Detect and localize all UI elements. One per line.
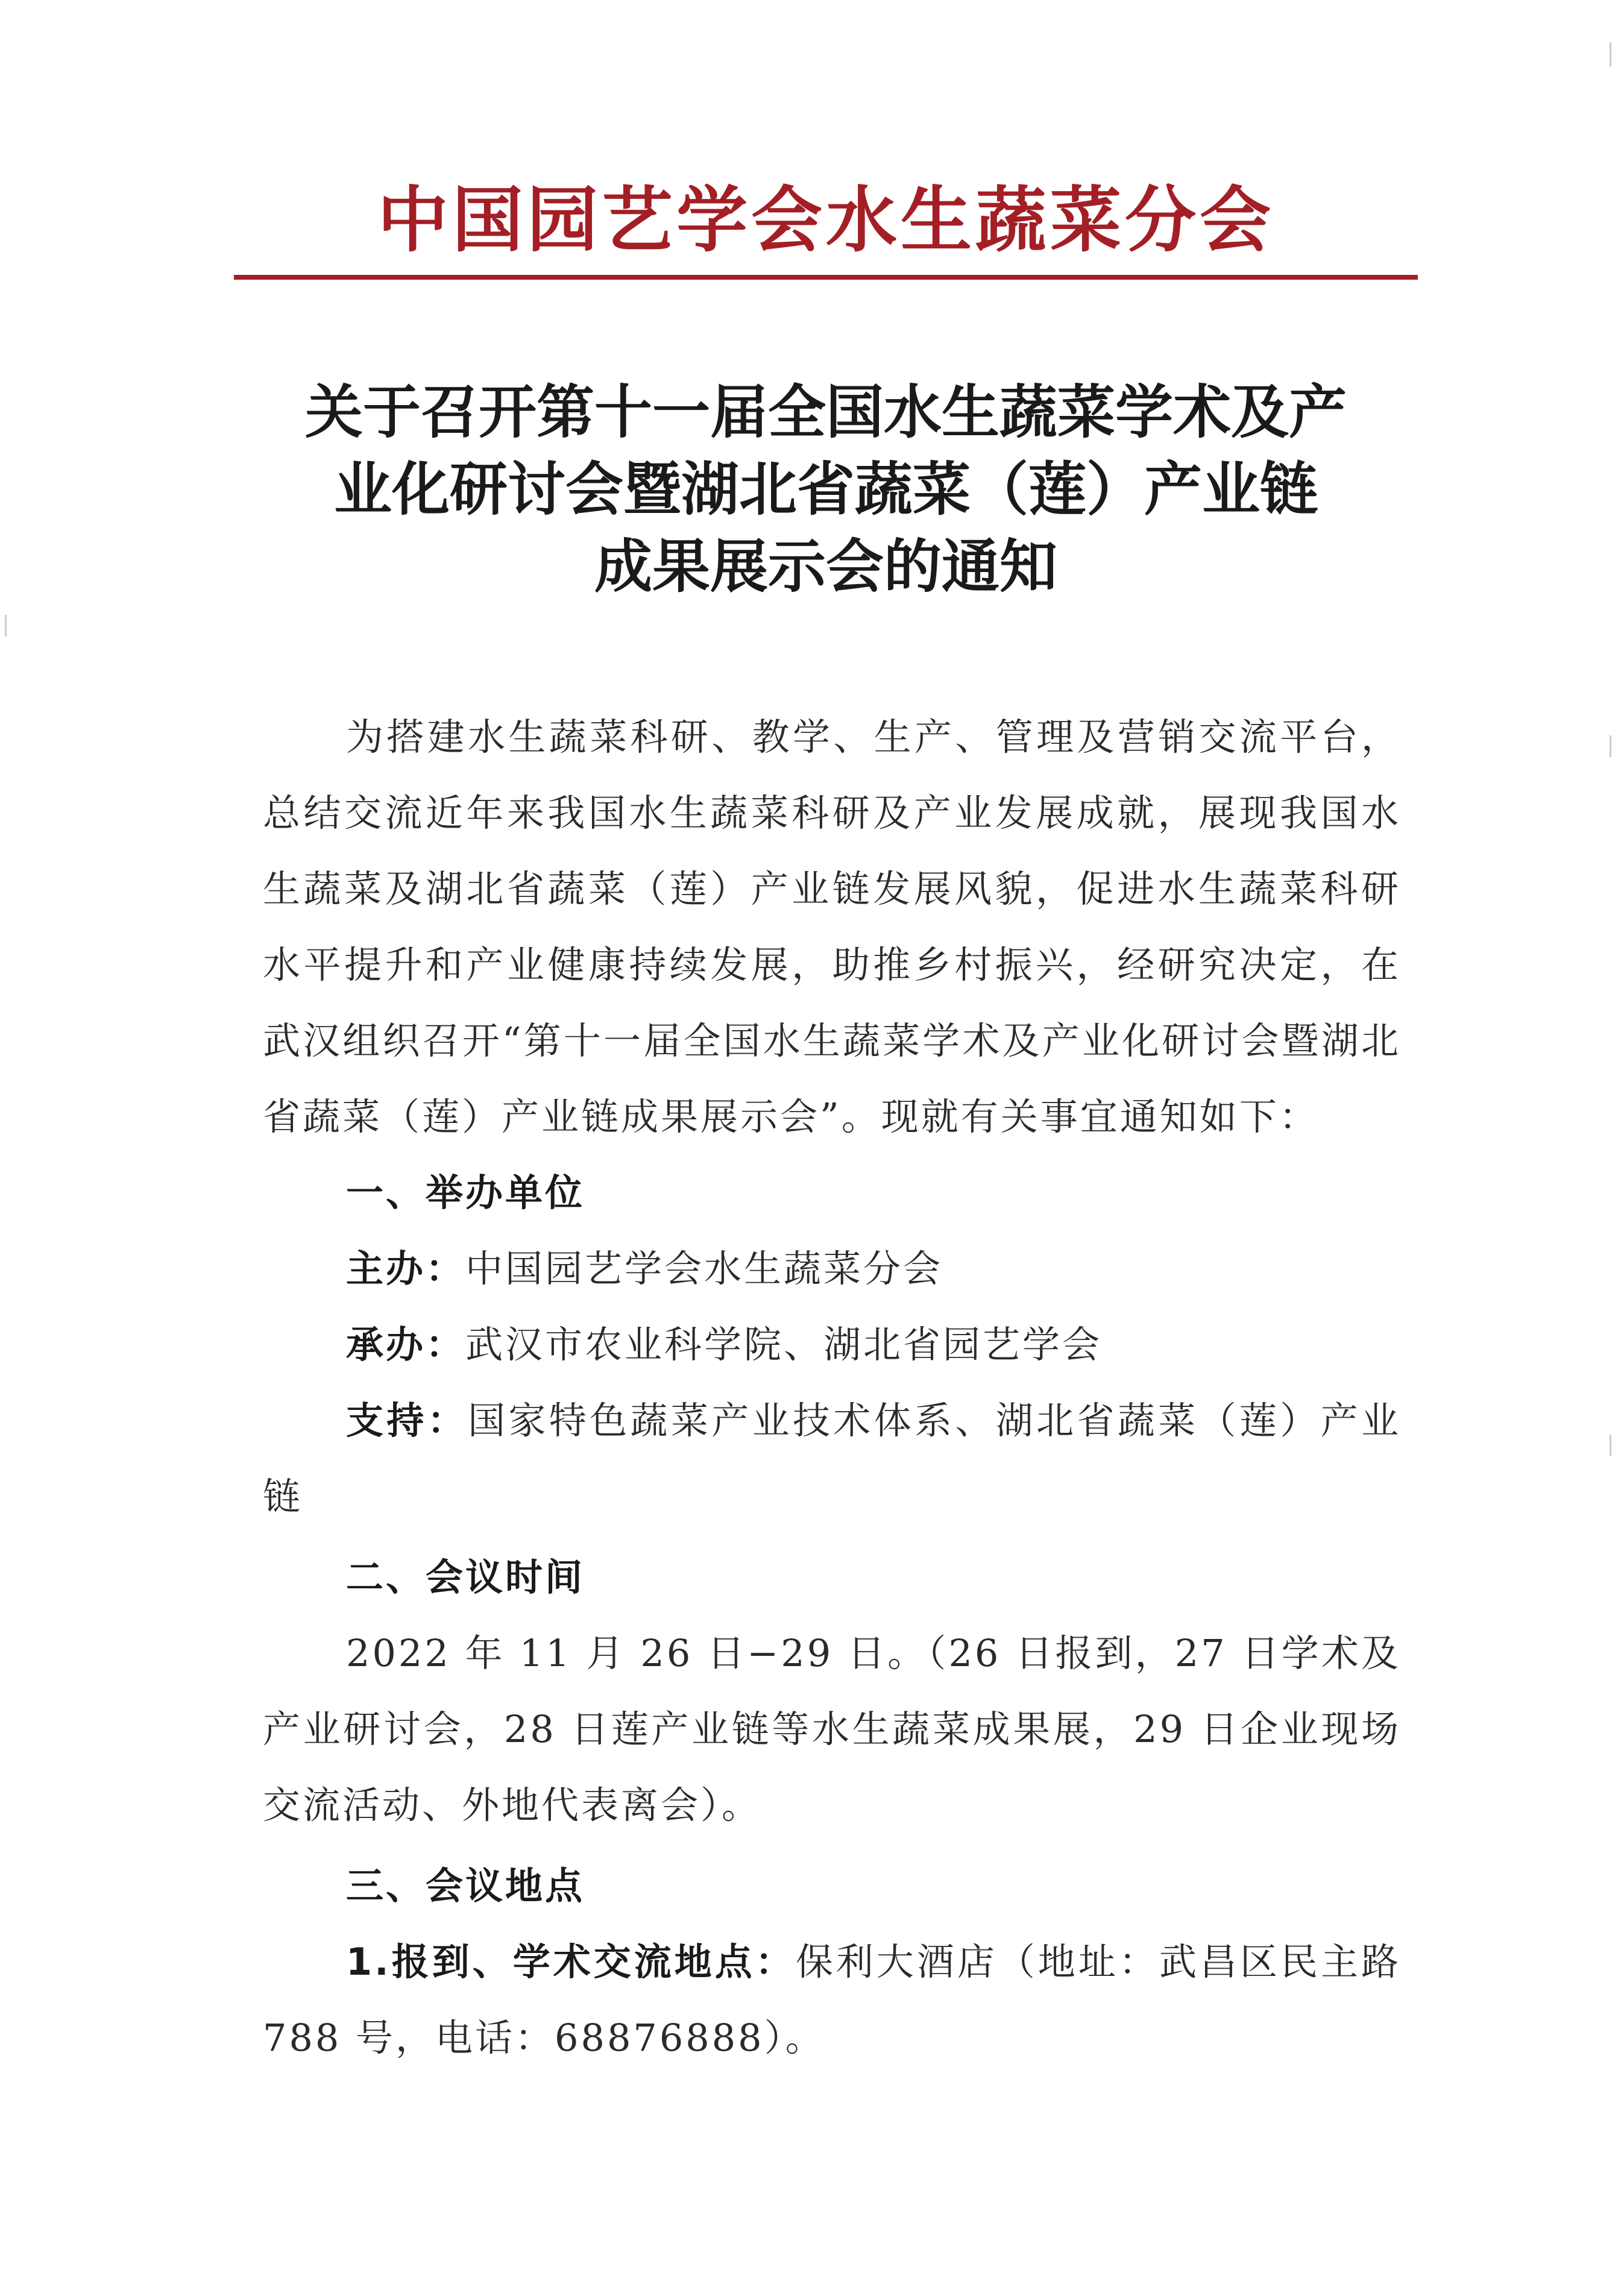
scan-margin-mark (1610, 735, 1611, 757)
organizer-value: 武汉市农业科学院、湖北省园艺学会 (465, 1323, 1103, 1367)
spacer (263, 1535, 1401, 1540)
scan-margin-mark (1610, 42, 1611, 66)
scan-margin-mark (1610, 1435, 1611, 1456)
venue-item-1-label: 1.报到、学术交流地点： (346, 1940, 796, 1984)
host-value: 中国园艺学会水生蔬菜分会 (465, 1247, 943, 1291)
section-2-heading: 二、会议时间 (346, 1555, 585, 1599)
venue-item-1 (263, 1924, 1401, 2076)
venue-item-1-value: 保利大酒店（地址：武昌区民主路 788 号，电话：68876888）。 (263, 1940, 1401, 2060)
section-3-heading: 三、会议地点 (346, 1864, 585, 1908)
support-label: 支持： (346, 1398, 468, 1442)
notice-title-line-3: 成果展示会的通知 (594, 533, 1057, 600)
intro-paragraph: 为搭建水生蔬菜科研、教学、生产、管理及营销交流平台，总结交流近年来我国水生蔬菜科研及产业发展成就，展现我国水生蔬菜及湖北省蔬菜（莲）产业链发展风貌，促进水生蔬菜科研水平提升和产业健康持续发展，助推乡村振兴，经研究决定，在武汉组织召开“第十一届全国水生蔬菜学术及产业化研讨会暨湖北省蔬菜（莲）产业链成果展示会”。现就有关事宜通知如下： (263, 715, 1401, 1139)
organizer-label: 承办： (346, 1323, 466, 1367)
notice-title-line-1: 关于召开第十一届全国水生蔬菜学术及产 (305, 379, 1347, 446)
notice-title (229, 374, 1423, 605)
letterhead-red-rule (234, 275, 1418, 280)
notice-title-line-2: 业化研讨会暨湖北省蔬菜（莲）产业链 (334, 456, 1318, 523)
letterhead-org-name: 中国园艺学会水生蔬菜分会 (377, 178, 1274, 262)
host-line (263, 1231, 1401, 1307)
support-line (263, 1383, 1401, 1535)
notice-body (263, 699, 1401, 2076)
meeting-time-paragraph: 2022 年 11 月 26 日−29 日。（26 日报到，27 日学术及产业研讨会，28 日莲产业链等水生蔬菜成果展，29 日企业现场交流活动、外地代表离会）。 (263, 1631, 1401, 1827)
organizer-line (263, 1307, 1401, 1383)
host-label: 主办： (346, 1247, 466, 1291)
scan-margin-mark (5, 615, 7, 637)
section-1-heading: 一、举办单位 (346, 1171, 585, 1215)
support-value: 国家特色蔬菜产业技术体系、湖北省蔬菜（莲）产业链 (263, 1398, 1401, 1518)
spacer (263, 1843, 1401, 1848)
